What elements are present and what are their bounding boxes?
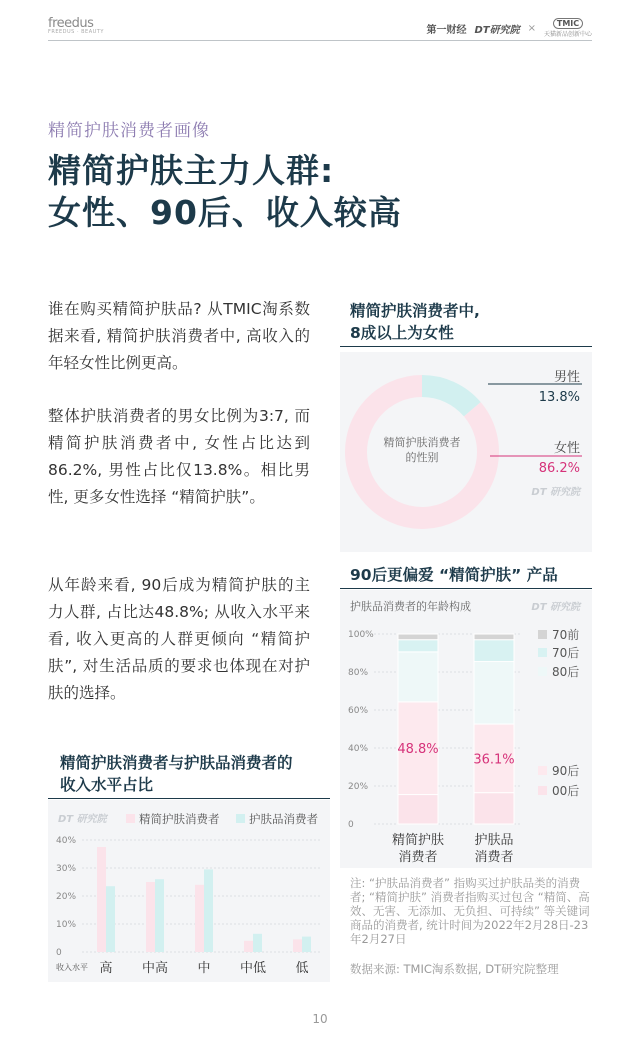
donut-center-label-1: 精简护肤消费者 xyxy=(383,436,461,449)
age-chart-subtitle: 护肤品消费者的年龄构成 xyxy=(350,600,471,613)
age-category-label-2: 消费者 xyxy=(398,850,438,865)
age-ytick-label: 40% xyxy=(348,744,369,754)
age-bar-segment-00后 xyxy=(474,793,514,824)
age-section-title: 90后更偏爱 “精简护肤” 产品 xyxy=(350,566,558,584)
income-title-line-2: 收入水平占比 xyxy=(60,776,154,794)
income-bar-chart xyxy=(48,800,330,982)
age-legend-swatch xyxy=(538,630,547,639)
dt-watermark-2: DT 研究院 xyxy=(531,602,580,613)
income-ytick-label: 20% xyxy=(56,892,77,902)
page-number: 10 xyxy=(312,1012,328,1026)
donut-center-label-2: 的性别 xyxy=(405,451,439,464)
income-category-label: 中 xyxy=(197,961,211,976)
income-category-label: 低 xyxy=(295,961,309,976)
age-legend-label: 80后 xyxy=(552,665,580,679)
gender-title-line-2: 8成以上为女性 xyxy=(350,324,454,342)
age-legend-label: 70前 xyxy=(552,628,580,642)
page-title-line-2: 女性、90后、收入较高 xyxy=(48,193,402,232)
age-bar-segment-00后 xyxy=(398,795,438,824)
income-bar-hufupin xyxy=(106,886,115,952)
age-legend-swatch xyxy=(538,667,547,676)
income-bar-jingjian xyxy=(97,847,106,952)
income-category-label: 中高 xyxy=(141,961,169,976)
age-stacked-bar-chart xyxy=(340,590,592,868)
age-bar-segment-70后 xyxy=(474,640,514,662)
tmic-logo-text: TMIC xyxy=(553,18,583,29)
income-legend-swatch xyxy=(126,814,135,823)
tmic-logo xyxy=(544,18,592,38)
dt-watermark-1: DT 研究院 xyxy=(531,487,580,498)
age-legend-label: 00后 xyxy=(552,784,580,798)
male-value-label: 13.8% xyxy=(538,390,580,405)
income-section-title xyxy=(60,752,330,796)
income-bar-hufupin xyxy=(302,937,311,952)
logo-separator: × xyxy=(527,22,536,34)
data-source: 数据来源: TMIC淘系数据, DT研究院整理 xyxy=(350,962,559,976)
age-ytick-label: 100% xyxy=(348,630,374,640)
age-section-rule xyxy=(340,588,592,589)
income-chart-panel xyxy=(48,800,330,982)
income-bar-hufupin xyxy=(155,879,164,952)
income-category-label: 高 xyxy=(99,961,113,976)
age-category-label-1: 精简护肤 xyxy=(391,833,445,848)
age-bar-segment-80后 xyxy=(474,662,514,725)
age-bar-segment-70前 xyxy=(398,634,438,640)
tmic-logo-subtext: 天猫新品创新中心 xyxy=(543,31,592,38)
income-axis-title: 收入水平 xyxy=(56,963,88,972)
age-ytick-label: 80% xyxy=(348,668,369,678)
income-bar-jingjian xyxy=(293,939,302,952)
income-ytick-label: 10% xyxy=(56,920,77,930)
female-label: 女性 xyxy=(553,441,580,456)
dt-watermark-3: DT 研究院 xyxy=(58,814,107,825)
header-divider xyxy=(48,40,592,41)
income-section-rule xyxy=(48,798,330,799)
body-paragraph-1: 谁在购买精简护肤品? 从TMIC淘系数据来看, 精简护肤消费者中, 高收入的年轻女性比例更高。 xyxy=(48,300,310,372)
income-bar-hufupin xyxy=(253,934,262,952)
female-value-label: 86.2% xyxy=(538,461,580,476)
freedus-logo-text: freedus xyxy=(48,16,94,31)
age-ytick-label: 0 xyxy=(348,820,354,830)
page-title xyxy=(48,150,402,234)
income-ytick-label: 30% xyxy=(56,864,77,874)
age-ytick-label: 60% xyxy=(348,706,369,716)
income-category-label: 中低 xyxy=(239,961,267,976)
footnote: 注: “护肤品消费者” 指购买过护肤品类的消费者; “精简护肤” 消费者指购买过包含 “精简、高效、无害、无添加、无负担、可持续” 等关键词商品的消费者, 统计时间为2022年2月28日-23年2月27日 xyxy=(350,876,590,946)
income-legend-label: 护肤品消费者 xyxy=(249,812,318,826)
age-bar-segment-70前 xyxy=(474,634,514,640)
partner-logos xyxy=(426,18,592,38)
income-title-line-1: 精简护肤消费者与护肤品消费者的 xyxy=(60,754,293,772)
income-bar-jingjian xyxy=(195,885,204,952)
male-label: 男性 xyxy=(553,370,580,385)
freedus-logo xyxy=(48,16,104,35)
section-eyebrow: 精简护肤消费者画像 xyxy=(48,121,210,141)
age-legend-label: 70后 xyxy=(552,646,580,660)
income-ytick-label: 40% xyxy=(56,836,77,846)
income-bar-hufupin xyxy=(204,869,213,952)
income-bar-jingjian xyxy=(244,941,253,952)
gender-title-line-1: 精简护肤消费者中, xyxy=(350,302,480,320)
page-title-line-1: 精简护肤主力人群: xyxy=(48,151,335,190)
income-bar-jingjian xyxy=(146,882,155,952)
income-ytick-label: 0 xyxy=(56,948,62,958)
body-paragraph-3: 从年龄来看, 90后成为精简护肤的主力人群, 占比达48.8%; 从收入水平来看, 收入更高的人群更倾向 “精简护肤”, 对生活品质的要求也体现在对护肤的选择。 xyxy=(48,576,310,702)
age-legend-label: 90后 xyxy=(552,764,580,778)
gender-section-title xyxy=(350,300,600,344)
gender-chart-panel xyxy=(340,352,592,552)
age-highlight-label: 36.1% xyxy=(473,752,515,768)
body-paragraph-2: 整体护肤消费者的男女比例为3:7, 而精简护肤消费者中, 女性占比达到86.2%, 男性占比仅13.8%。相比男性, 更多女性选择 “精简护肤”。 xyxy=(48,407,310,506)
gender-section-rule xyxy=(340,346,592,347)
age-bar-segment-80后 xyxy=(398,652,438,702)
dt-logo: DT研究院 xyxy=(474,24,520,36)
age-highlight-label: 48.8% xyxy=(397,742,439,758)
income-legend-label: 精简护肤消费者 xyxy=(139,812,220,826)
age-category-label-1: 护肤品 xyxy=(474,833,514,848)
age-legend-swatch xyxy=(538,766,547,775)
age-chart-panel xyxy=(340,590,592,868)
age-category-label-2: 消费者 xyxy=(474,850,514,865)
gender-donut-chart xyxy=(340,352,592,552)
age-ytick-label: 20% xyxy=(348,782,369,792)
donut-slice-male xyxy=(422,386,472,409)
age-legend-swatch xyxy=(538,648,547,657)
age-legend-swatch xyxy=(538,786,547,795)
age-bar-segment-70后 xyxy=(398,640,438,652)
income-legend-swatch xyxy=(236,814,245,823)
freedus-logo-subtext: FREEDUS · BEAUTY xyxy=(48,29,104,35)
yicai-logo: 第一财经 xyxy=(426,24,467,36)
